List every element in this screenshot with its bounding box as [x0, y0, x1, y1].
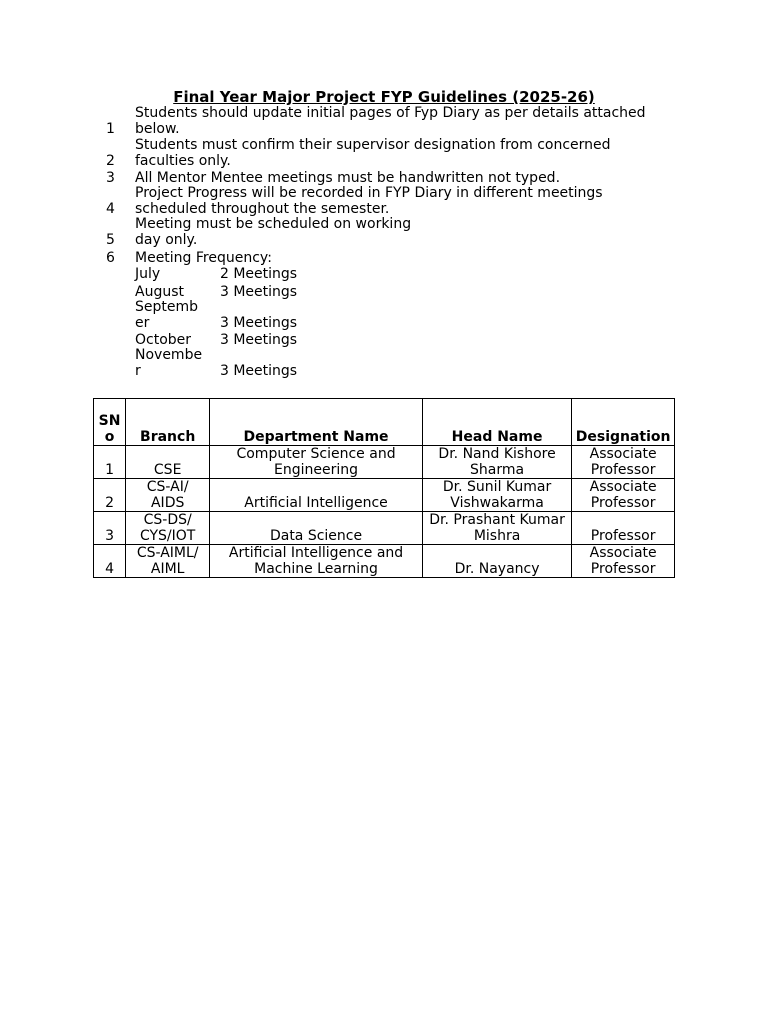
header-branch: Branch: [126, 399, 210, 446]
cell-designation: Professor: [572, 512, 675, 545]
guideline-text-line2: scheduled throughout the semester.: [135, 201, 390, 217]
header-department: Department Name: [210, 399, 423, 446]
meeting-count: 3 Meetings: [220, 363, 298, 379]
guideline-text-line1: Meeting must be scheduled on working: [135, 216, 412, 232]
cell-department: Computer Science and Engineering: [210, 446, 423, 479]
meeting-count: 3 Meetings: [220, 284, 298, 300]
meeting-month: August: [135, 284, 184, 300]
guideline-number: 5: [106, 232, 115, 248]
cell-designation: Associate Professor: [572, 479, 675, 512]
table-row: [94, 512, 675, 545]
cell-department: Data Science: [210, 512, 423, 545]
table-header-row: [94, 399, 675, 446]
meeting-count: 2 Meetings: [220, 266, 298, 282]
cell-branch: CS-AI/ AIDS: [126, 479, 210, 512]
guideline-text-line2: below.: [135, 121, 180, 137]
cell-head-name: Dr. Prashant Kumar Mishra: [422, 512, 571, 545]
guideline-text-line1: Students must confirm their supervisor designation from concerned: [135, 137, 611, 153]
header-designation: Designation: [572, 399, 675, 446]
guideline-text-line2: day only.: [135, 232, 198, 248]
meeting-month: October: [135, 332, 192, 348]
table-row: [94, 446, 675, 479]
cell-sno: 4: [94, 545, 126, 578]
guideline-text-line1: Project Progress will be recorded in FYP Diary in different meetings: [135, 185, 603, 201]
cell-branch: CS-AIML/ AIML: [126, 545, 210, 578]
cell-head-name: Dr. Sunil Kumar Vishwakarma: [422, 479, 571, 512]
cell-branch: CSE: [126, 446, 210, 479]
table-row: [94, 545, 675, 578]
meeting-month: November: [135, 347, 203, 379]
header-sno: SNo: [94, 399, 126, 446]
guideline-text-line1: Students should update initial pages of Fyp Diary as per details attached: [135, 105, 646, 121]
guideline-number: 3: [106, 170, 115, 186]
meeting-count: 3 Meetings: [220, 315, 298, 331]
cell-department: Artificial Intelligence and Machine Learning: [210, 545, 423, 578]
meeting-month: September: [135, 299, 199, 331]
guideline-number: 6: [106, 250, 115, 266]
department-heads-table: [93, 398, 675, 578]
meeting-month: July: [135, 266, 161, 282]
cell-sno: 1: [94, 446, 126, 479]
meeting-count: 3 Meetings: [220, 332, 298, 348]
guideline-number: 2: [106, 153, 115, 169]
cell-designation: Associate Professor: [572, 446, 675, 479]
guideline-number: 1: [106, 121, 115, 137]
page-title: Final Year Major Project FYP Guidelines (2025-26): [173, 88, 595, 106]
header-head-name: Head Name: [422, 399, 571, 446]
cell-sno: 3: [94, 512, 126, 545]
guideline-text-line2: faculties only.: [135, 153, 231, 169]
guideline-text-line1: All Mentor Mentee meetings must be handwritten not typed.: [135, 170, 561, 186]
cell-head-name: Dr. Nand Kishore Sharma: [422, 446, 571, 479]
cell-head-name: Dr. Nayancy: [422, 545, 571, 578]
cell-branch: CS-DS/ CYS/IOT: [126, 512, 210, 545]
guideline-text-line1: Meeting Frequency:: [135, 250, 272, 266]
cell-department: Artificial Intelligence: [210, 479, 423, 512]
table-row: [94, 479, 675, 512]
guideline-number: 4: [106, 201, 115, 217]
cell-designation: Associate Professor: [572, 545, 675, 578]
cell-sno: 2: [94, 479, 126, 512]
